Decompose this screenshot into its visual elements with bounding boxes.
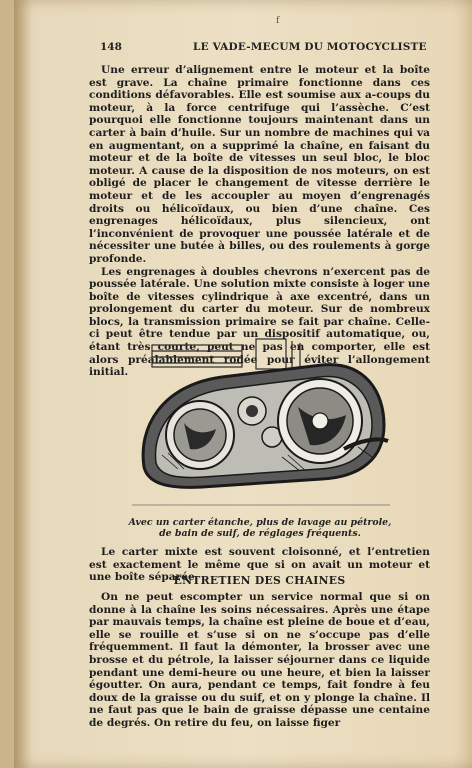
running-title: LE VADE-MECUM DU MOTOCYCLISTE bbox=[193, 41, 427, 53]
corner-mark: f bbox=[276, 16, 280, 26]
paragraph-mixed-casing: Le carter mixte est souvent cloisonné, et l’entretien est exactement le même que si on avait un moteur et une boîte séparée. bbox=[89, 546, 430, 584]
figure-caption bbox=[110, 517, 410, 539]
caption-line-2: de bain de suif, de réglages fréquents. bbox=[159, 528, 361, 539]
caption-line-1: Avec un carter étanche, plus de lavage au pétrole, bbox=[128, 517, 392, 528]
text-block-bottom bbox=[89, 591, 430, 730]
text-block-top bbox=[89, 64, 430, 379]
paragraph-chain-alignment: Une erreur d’alignement entre le moteur et la boîte est grave. La chaîne primaire fonctionne dans ces conditions défavorables. Elle est soumise aux a-coups du moteur, à la force centrifuge qui l’assèche. C’est pourquoi elle fonctionne toujours maintenant dans un carter à bain d’huile. Sur un nombre de machines qui va en augmentant, on a supprimé la chaîne, en faisant du moteur et de la boîte de vitesses un seul bloc, le bloc moteur. A cause de la disposition de nos moteurs, on est obligé de placer le changement de vitesse derrière le moteur et de les accoupler au moyen d’engrenagés droits ou hélicoïdaux, ou bien d’une chaîne. Ces engrenages hélicoïdaux, plus silencieux, ont l’inconvénient de provoquer une poussée latérale et de nécessiter une butée à billes, ou des roulements à gorge profonde. bbox=[89, 64, 430, 265]
paragraph-chain-maintenance: On ne peut escompter un service normal que si on donne à la chaîne les soins nécessaires. Après une étape par mauvais temps, la chaîne est pleine de boue et d’eau, elle se rouille et s’use si on ne s’occupe pas d’elle fréquemment. Il faut la démonter, la brosser avec une brosse et du pétrole, la laisser séjourner dans ce liquide pendant une demi-heure ou une heure, et bien la laisser égoutter. On aura, pendant ce temps, fait fondre à feu doux de la graisse ou du suif, et on y plonge la chaîne. Il ne faut pas que le bain de graisse dépasse une centaine de degrés. On retire du feu, on laisse figer bbox=[89, 591, 430, 729]
chaincase-illustration bbox=[132, 337, 390, 515]
chaincase-drawing bbox=[132, 337, 390, 515]
paragraph-double-chevron: Les engrenages à doubles chevrons n’exercent pas de poussée latérale. Une solution mixte consiste à loger une boîte de vitesses cylindrique à axe excentré, dans un prolongement du carter du moteur. Sur de nombreux blocs, la transmission primaire se fait par chaîne. Celle-ci peut être tendue par un dispositif automatique, ou, étant très courte, peut ne pas en comporter, elle est alors préalablement rodée pour éviter l’allongement initial. bbox=[89, 265, 430, 379]
page-number: 148 bbox=[100, 41, 122, 53]
section-heading: ENTRETIEN DES CHAINES bbox=[173, 574, 346, 587]
